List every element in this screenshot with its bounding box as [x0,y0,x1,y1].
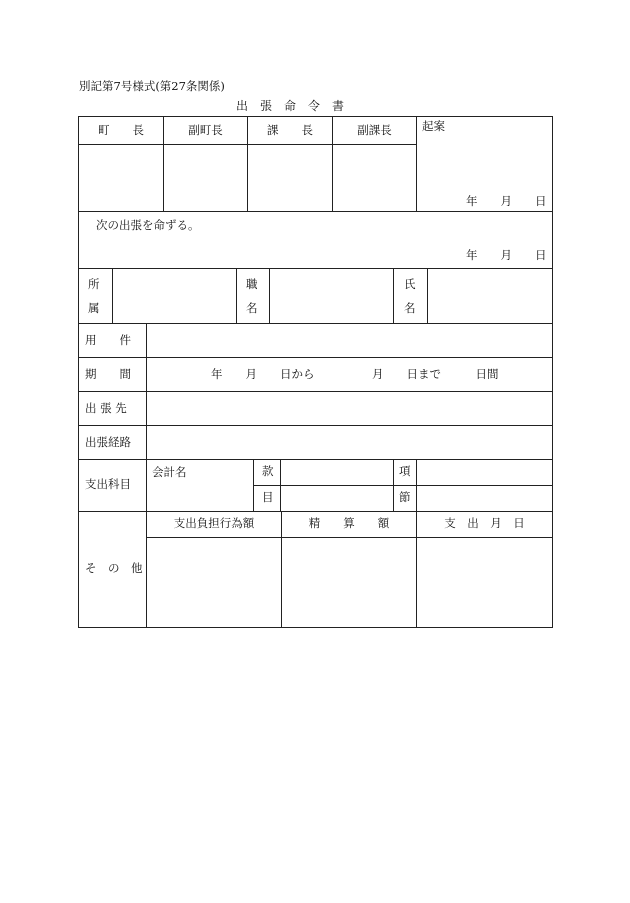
name-label-top: 氏 [404,277,416,291]
period-text: 年 月 日から 月 日まで 日間 [211,367,499,381]
approval-section-chief-label: 課 長 [267,123,313,137]
kou-label: 項 [399,464,411,478]
purpose-label: 用 件 [85,333,131,347]
approval-deputy-chief-label: 副課長 [357,123,392,137]
expenditure-obligation-header: 支出負担行為額 [173,516,255,530]
period-label: 期 間 [85,367,131,381]
setsu-label: 節 [399,490,411,504]
destination-label: 出 張 先 [85,401,127,415]
kan-label: 款 [262,464,274,478]
expense-account-label: 支出科目 [85,477,131,491]
affiliation-label-bottom: 属 [88,301,100,315]
approval-deputy-mayor-label: 副町長 [188,123,223,137]
payment-date-header: 支 出 月 日 [444,516,525,530]
position-label-bottom: 名 [246,301,258,315]
position-label-top: 職 [246,277,258,291]
moku-label: 目 [262,490,274,504]
other-label: そ の 他 [85,561,143,575]
name-label-bottom: 名 [404,301,416,315]
route-label: 出張経路 [85,435,131,449]
draft-label: 起案 [422,119,445,133]
order-date: 年 月 日 [466,248,547,262]
settlement-amount-header: 精 算 額 [308,516,390,530]
account-name-label: 会計名 [152,465,187,479]
draft-date: 年 月 日 [466,194,547,208]
order-statement: 次の出張を命ずる。 [96,218,200,232]
form-reference: 別記第7号様式(第27条関係) [79,79,225,93]
affiliation-label-top: 所 [88,277,100,291]
document-title: 出 張 命 令 書 [236,99,345,113]
approval-mayor-label: 町 長 [98,123,144,137]
